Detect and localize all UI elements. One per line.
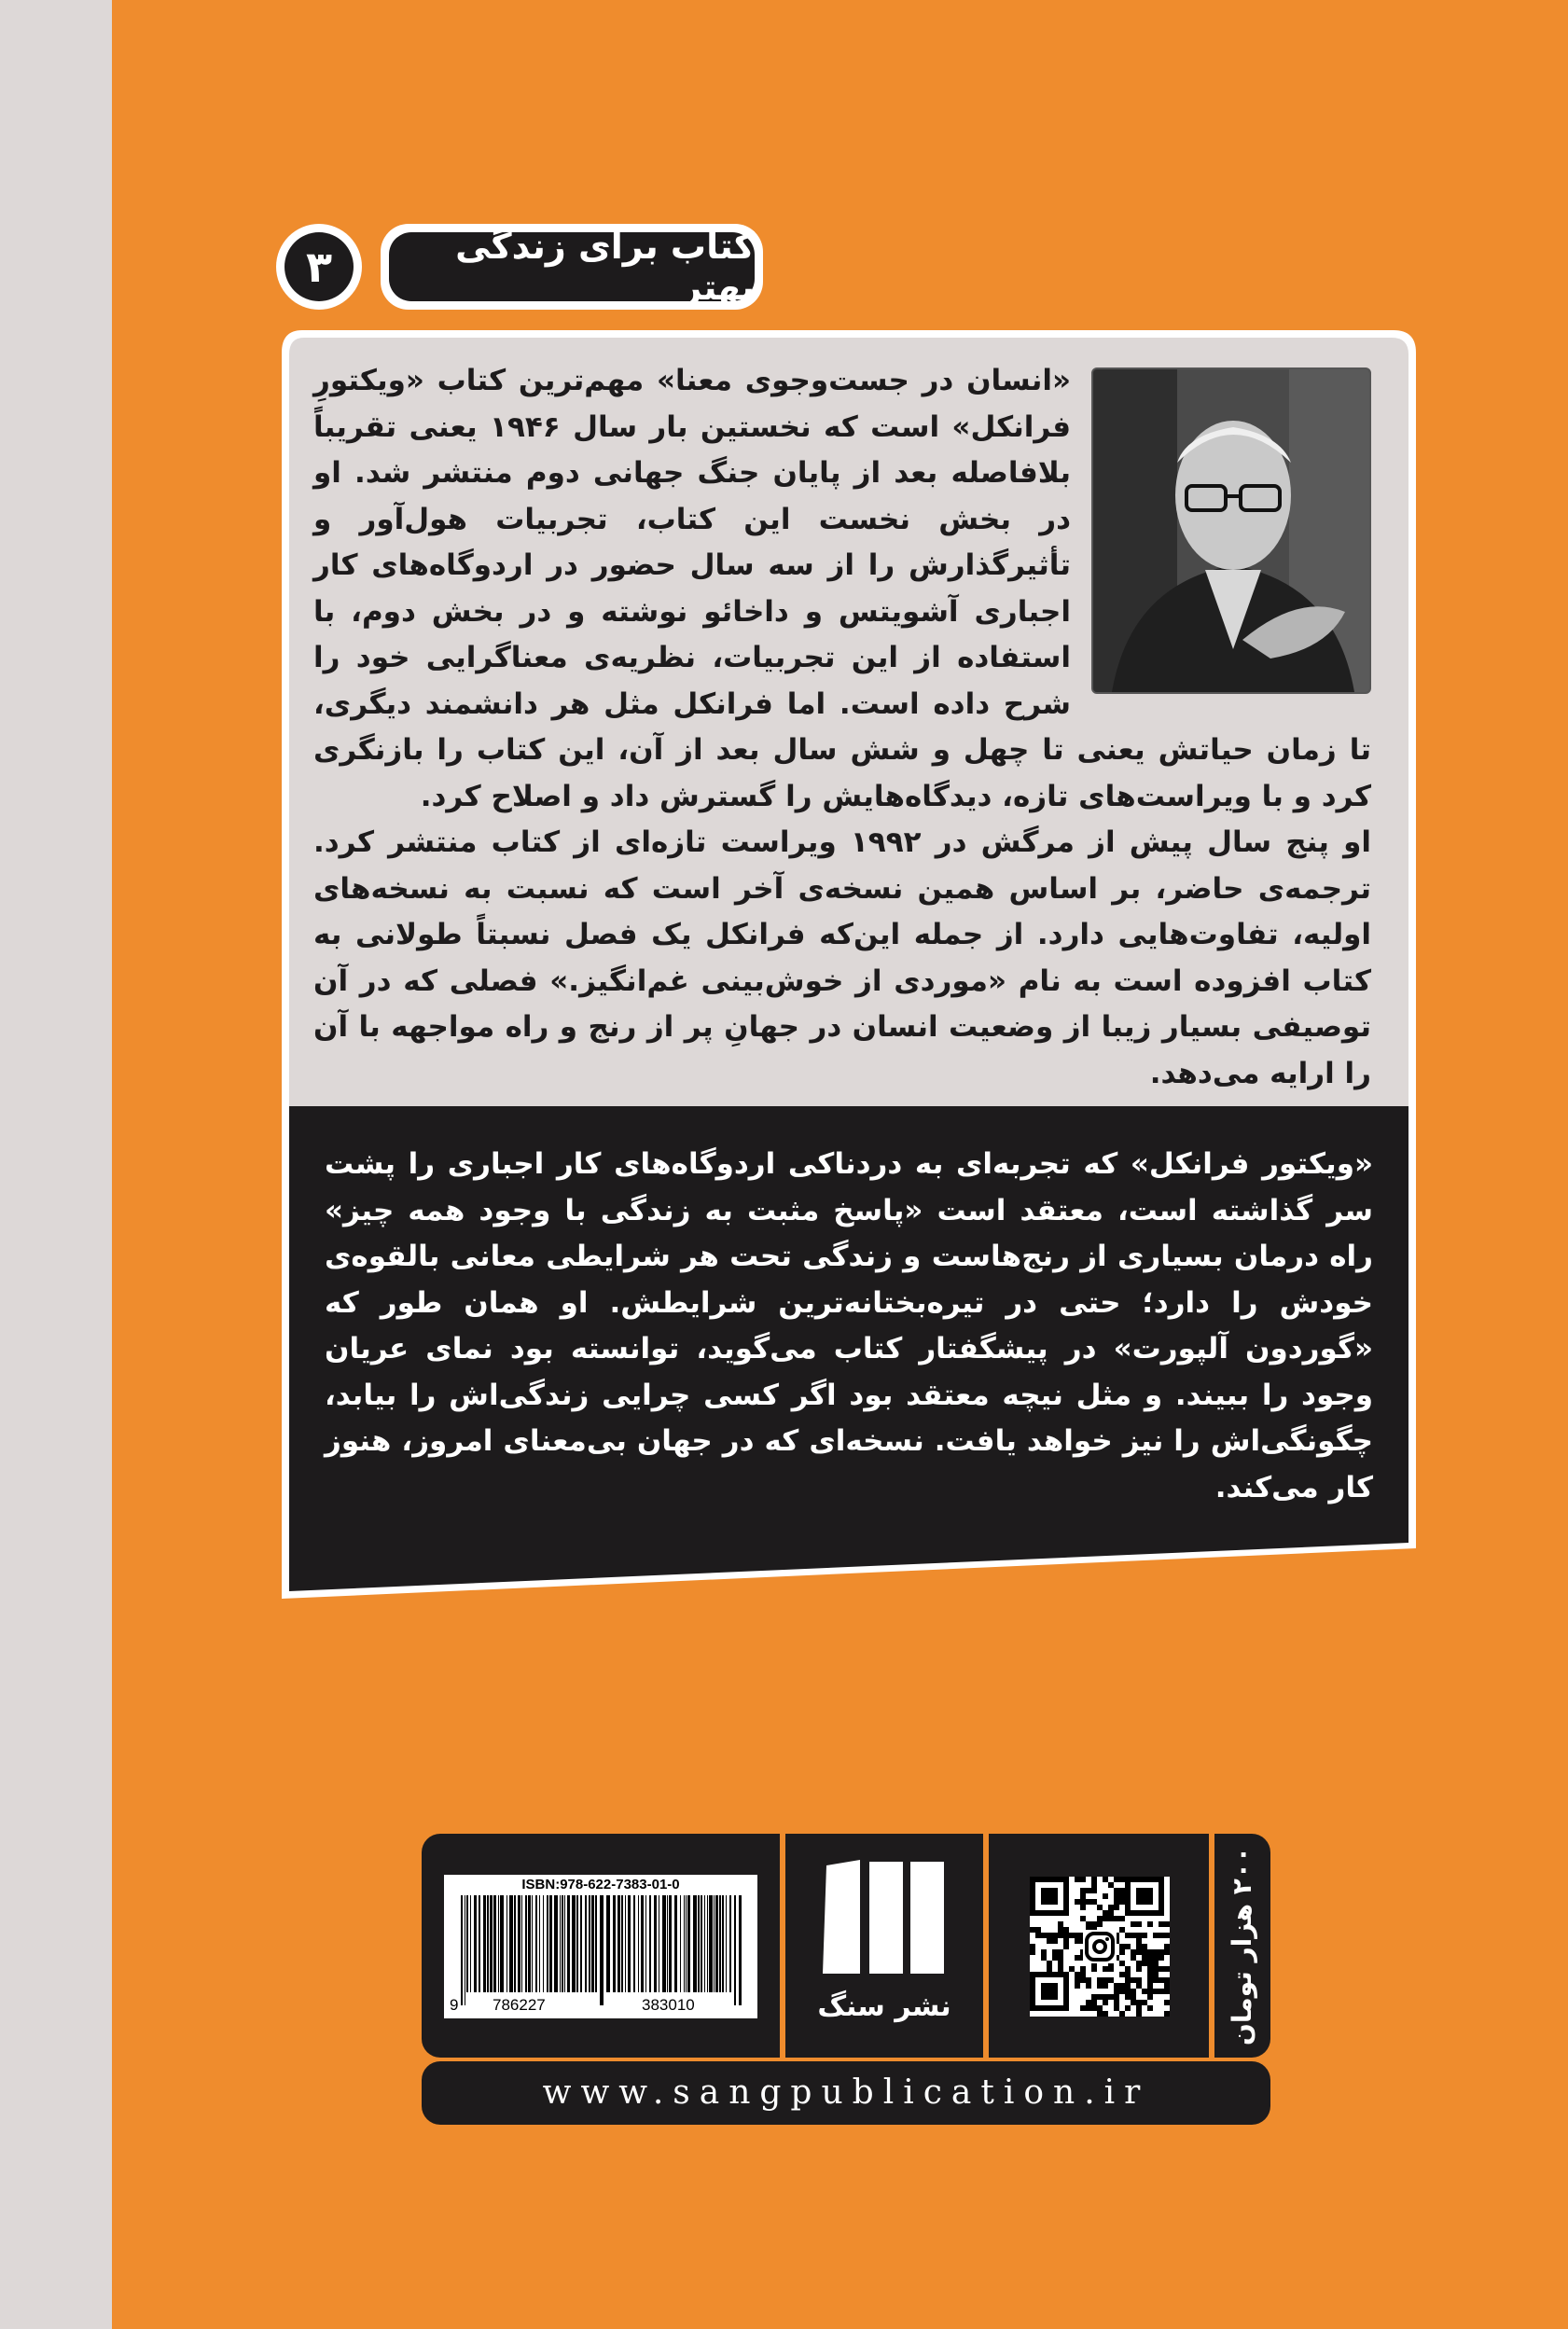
barcode-bar <box>638 1895 639 1992</box>
barcode-bar <box>500 1895 504 1992</box>
barcode-bar <box>739 1895 742 2005</box>
barcode-bar <box>589 1895 590 1992</box>
barcode-bar <box>595 1895 597 1992</box>
barcode-bar <box>719 1895 721 1992</box>
quote-paragraph: «ویکتور فرانکل» که تجربه‌ای به دردناکی اردوگاه‌های کار اجباری را پشت سر گذاشته است، معتقد است «پاسخ مثبت به زندگی با وجود همه چیز» راه درمان بسیاری از رنج‌هاست و زندگی تحت هر شرایطی معانی بالقوه‌ی خودش را دارد؛ حتی در تیره‌بختانه‌ترین شرایطش. او همان طور که «گوردون آلپورت» در پیشگفتار کتاب می‌گوید، توانسته بود نمای عریان وجود را ببیند. و مثل نیچه معتقد بود اگر کسی چرایی زندگی‌اش را بیابد، چگونگی‌اش را نیز خواهد یافت. نسخه‌ای که در جهان بی‌معنای امروز، هنوز کار می‌کند. <box>325 1147 1373 1504</box>
barcode-bar <box>518 1895 520 1992</box>
barcode-bar <box>701 1895 702 1992</box>
barcode-bar <box>560 1895 561 1992</box>
barcode-bar <box>669 1895 672 1992</box>
barcode-bar <box>493 1895 496 1992</box>
barcode-bar <box>525 1895 527 1992</box>
barcode-bar <box>509 1895 513 1992</box>
book-spine-edge <box>0 0 112 2329</box>
barcode-bar <box>726 1895 727 1992</box>
barcode-bar <box>479 1895 480 1992</box>
barcode-bar <box>547 1895 548 1992</box>
barcode-bar <box>625 1895 626 1992</box>
barcode-bar <box>490 1895 493 1992</box>
barcode-bar <box>687 1895 690 1992</box>
barcode-bar <box>680 1895 681 1992</box>
barcode-bar <box>645 1895 646 1992</box>
barcode-digits-right: 383010 <box>642 1996 695 2014</box>
series-number: ۳ <box>284 232 354 301</box>
barcode-bar <box>641 1895 644 1992</box>
barcode-bar <box>662 1895 666 1992</box>
barcode-bar <box>617 1895 620 1992</box>
series-title: کتاب برای زندگی بهتر <box>389 232 755 301</box>
barcode-bar <box>470 1895 471 1992</box>
barcode-bar <box>498 1895 499 1992</box>
barcode-bar <box>606 1895 610 1992</box>
barcode-bar <box>483 1895 486 1992</box>
barcode-bar <box>684 1895 685 1992</box>
barcode-bar <box>729 1895 731 1992</box>
barcode-bar <box>474 1895 477 1992</box>
barcode-bar <box>654 1895 657 1992</box>
barcode-bar <box>686 1895 687 1992</box>
barcode-bar <box>554 1895 558 1992</box>
isbn-text: ISBN:978-622-7383-01-0 <box>521 1877 680 1892</box>
price-label-cell <box>1214 1834 1270 2058</box>
intro-paragraph-1: «انسان در جست‌وجوی معنا» مهم‌ترین کتاب «ویکتورِ فرانکل» است که نخستین بار سال ۱۹۴۶ یعنی تقریباً بلافاصله بعد از پایان جنگ جهانی دوم منتشر شد. او در بخش نخست این کتاب، تجربیات هول‌آور و تأثیرگذارش را از سه سال حضور در اردوگاه‌های کار اجباری آشویتس و داخائو نوشته و در بخش دوم، با استفاده از این تجربیات، نظریه‌ی معناگرایی خود را شرح داده است. اما فرانکل مثل هر دانشمند دیگری، تا زمان حیاتش یعنی تا چهل و شش سال بعد از آن، این کتاب را بازنگری کرد و با ویراست‌های تازه، دیدگاه‌هایش را گسترش داد و اصلاح کرد. <box>313 364 1371 813</box>
barcode-bar <box>580 1895 582 1992</box>
barcode-bar <box>466 1895 468 1992</box>
barcode-bar <box>576 1895 578 1992</box>
barcode-bar <box>567 1895 570 1992</box>
barcode-bar <box>532 1895 533 1992</box>
barcode-bar <box>693 1895 697 1992</box>
barcode-bar <box>698 1895 700 1992</box>
qr-cell <box>989 1834 1209 2058</box>
barcode-bars <box>444 1875 757 2018</box>
barcode-bar <box>543 1895 544 1992</box>
barcode-digit-first: 9 <box>450 1996 459 2014</box>
isbn-barcode <box>444 1875 757 2018</box>
barcode-bar <box>649 1895 651 1992</box>
series-number-badge <box>276 224 362 310</box>
barcode-bar <box>674 1895 677 1992</box>
barcode-bar <box>709 1895 713 1992</box>
barcode-bar <box>521 1895 522 1992</box>
barcode-bar <box>461 1895 463 2005</box>
description-panel <box>276 325 1422 1604</box>
barcode-bar <box>600 1895 604 2005</box>
barcode-bar <box>562 1895 563 1992</box>
price-text: ۲۰۰ هزار تومان <box>1227 1846 1258 2045</box>
author-portrait-photo <box>1091 367 1371 694</box>
barcode-bar <box>539 1895 540 1992</box>
barcode-bar <box>487 1895 489 1992</box>
barcode-bar <box>591 1895 594 1992</box>
barcode-bar <box>528 1895 531 1992</box>
instagram-icon <box>1083 1930 1117 1963</box>
barcode-bar <box>707 1895 708 1992</box>
barcode-bar <box>628 1895 631 1992</box>
intro-text-block <box>313 358 1371 1097</box>
publisher-name: نشر سنگ <box>817 1990 951 2023</box>
barcode-bar <box>722 1895 724 1992</box>
barcode-bar <box>667 1895 668 1992</box>
barcode-bar <box>564 1895 565 1992</box>
barcode-digits-left: 786227 <box>493 1996 546 2014</box>
publisher-logo-cell <box>785 1834 983 2058</box>
barcode-bar <box>714 1895 715 1992</box>
website-url[interactable]: www.sangpublication.ir <box>422 2061 1270 2125</box>
barcode-bar <box>535 1895 537 1992</box>
barcode-bar <box>633 1895 635 1992</box>
series-title-badge <box>381 224 763 310</box>
intro-paragraph-2: او پنج سال پیش از مرگش در ۱۹۹۲ ویراست تازه‌ای از کتاب منتشر کرد. ترجمه‌ی حاضر، بر اساس همین نسخه‌ی آخر است که نسبت به نسخه‌های اولیه، تفاوت‌هایی دارد. از جمله این‌که فرانکل یک فصل نسبتاً طولانی به کتاب افزوده است به نام «موردی از خوش‌بینی غم‌انگیز.» فصلی که در آن توصیفی بسیار زیبا از وضعیت انسان در جهانِ پر از رنج و راه مواجهه با آن را ارایه می‌دهد. <box>313 825 1371 1090</box>
barcode-bar <box>585 1895 587 1992</box>
barcode-bar <box>506 1895 507 1992</box>
barcode-bar <box>621 1895 623 1992</box>
barcode-bar <box>715 1895 718 1992</box>
barcode-bar <box>704 1895 705 1992</box>
barcode-bar <box>572 1895 576 1992</box>
barcode-bar <box>613 1895 616 1992</box>
publisher-info-bar <box>422 1834 1270 2058</box>
barcode-bar <box>549 1895 552 1992</box>
barcode-bar <box>514 1895 516 1992</box>
barcode-cell <box>422 1834 780 2058</box>
qr-code-icon[interactable] <box>1030 1877 1170 2017</box>
barcode-bar <box>734 1895 736 2005</box>
sang-publisher-logo <box>785 1834 983 1992</box>
